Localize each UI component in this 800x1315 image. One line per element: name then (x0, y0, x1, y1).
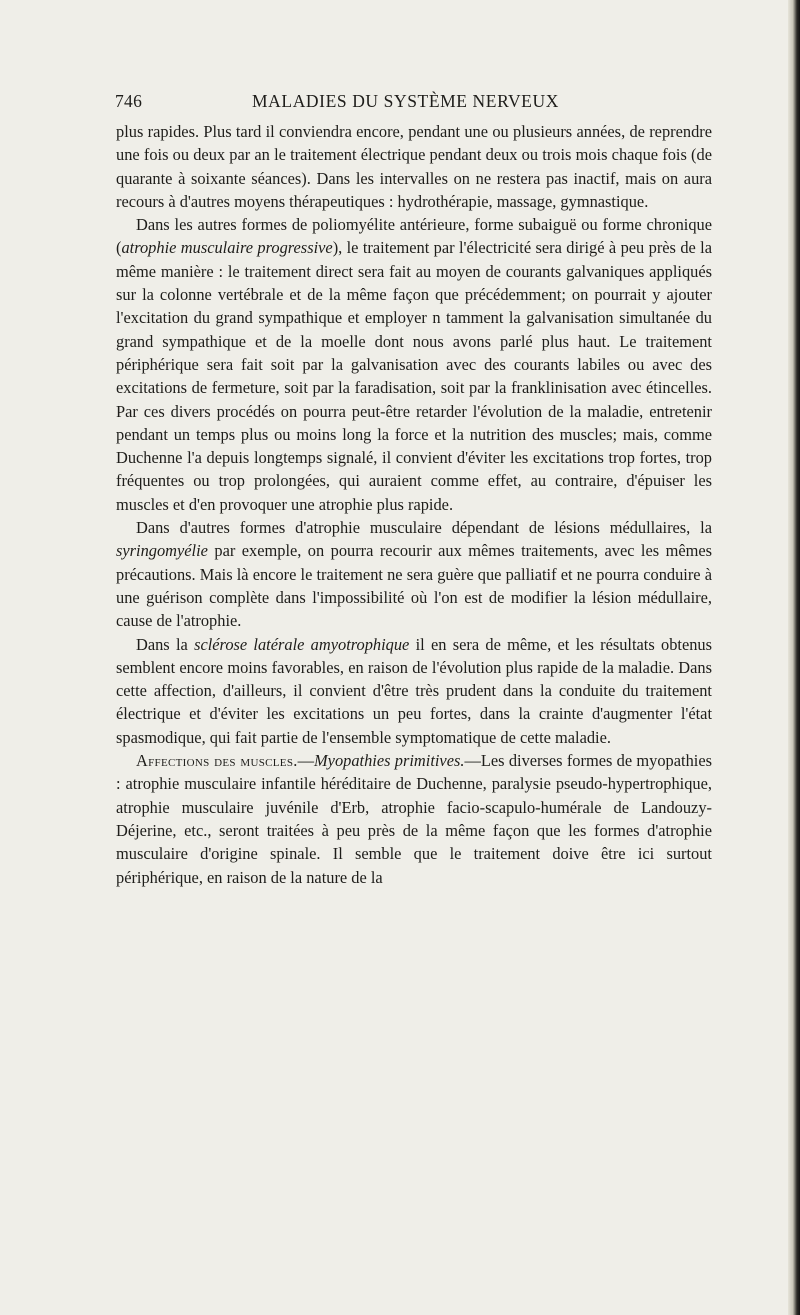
text-run: par exemple, on pourra recourir aux mêmes traitements, avec les mêmes précautions. Mais là encore le traitement ne sera guère que palliatif et ne pourra conduire à une guérison complète dans l'impossibilité où l'on est de modifier la lésion médullaire, cause de l'atrophie. (116, 541, 712, 631)
text-run: Dans la (136, 634, 195, 654)
paragraph (116, 633, 712, 749)
text-run: Dans d'autres formes d'atrophie musculaire dépendant de lésions médullaires, la (136, 518, 712, 538)
italic-text: syringomyélie (116, 541, 208, 561)
text-run: —Les diverses formes de myopathies : atrophie musculaire infantile héréditaire de Duchenne, paralysie pseudo-hypertrophique, atrophie musculaire juvénile d'Erb, atrophie facio-scapulo-humérale de Landouzy-Déjerine, etc., seront traitées à peu près de la même façon que les formes d'atrophie musculaire d'origine spinale. Il semble que le traitement doive être ici surtout périphérique, en raison de la nature de la (116, 751, 712, 887)
italic-text: atrophie musculaire progressive (121, 238, 333, 258)
page-number: 746 (115, 91, 143, 111)
text-run: — (297, 751, 315, 771)
text-run: plus rapides. Plus tard il conviendra encore, pendant une ou plusieurs années, de reprendre une fois ou deux par an le traitement électrique pendant deux ou trois mois chaque fois (de quarante à soixante séances). Dans les intervalles on ne restera pas inactif, mais on aura recours à d'autres moyens thérapeutiques : hydrothérapie, massage, gymnastique. (116, 122, 712, 211)
text-run: il en sera de même, et les résultats obtenus semblent encore moins favorables, en raison de l'évolution plus rapide de la maladie. Dans cette affection, d'ailleurs, il convient d'être très prudent dans la conduite du traitement électrique et d'éviter les excitations un peu fortes, dans la crainte d'augmenter l'état spasmodique, qui fait partie de l'ensemble symptomatique de cette maladie. (116, 634, 712, 747)
paragraph (116, 749, 712, 889)
text-run: Dans les autres formes de poliomyélite antérieure, forme subaiguë ou forme chronique ( (116, 215, 712, 258)
paragraph (116, 213, 712, 516)
text-run: ), le traitement par l'électricité sera dirigé à peu près de la même manière : le traitement direct sera fait au moyen de courants galvaniques appliqués sur la colonne vertébrale et de la même façon que précédemment; on pourrait y ajouter l'excitation du grand sympathique et employer n tamment la galvanisation simultanée du grand sympathique et de la moelle dont nous avons parlé plus haut. Le traitement périphérique sera fait soit par la galvanisation avec des courants labiles ou avec des excitations de fermeture, soit par la faradisation, soit par la franklinisation avec étincelles. Par ces divers procédés on pourra peut-être retarder l'évolution de la maladie, entretenir pendant un temps plus ou moins long la force et la nutrition des muscles; mais, comme Duchenne l'a depuis longtemps signalé, il convient d'éviter les excitations trop fortes, trop fréquentes ou trop prolongées, qui auraient comme effet, au contraire, d'épuiser les muscles et d'en provoquer une atrophie plus rapide. (116, 238, 713, 514)
paragraph (116, 120, 712, 213)
section-heading: Affections des muscles. (136, 751, 298, 771)
italic-text: Myopathies primitives. (314, 751, 465, 771)
page-edge-shadow (788, 0, 800, 1315)
body-text (116, 120, 712, 889)
paragraph (116, 516, 712, 632)
page-header (115, 91, 715, 113)
italic-text: sclérose latérale amyotrophique (194, 634, 410, 654)
running-title: MALADIES DU SYSTÈME NERVEUX (252, 91, 559, 111)
